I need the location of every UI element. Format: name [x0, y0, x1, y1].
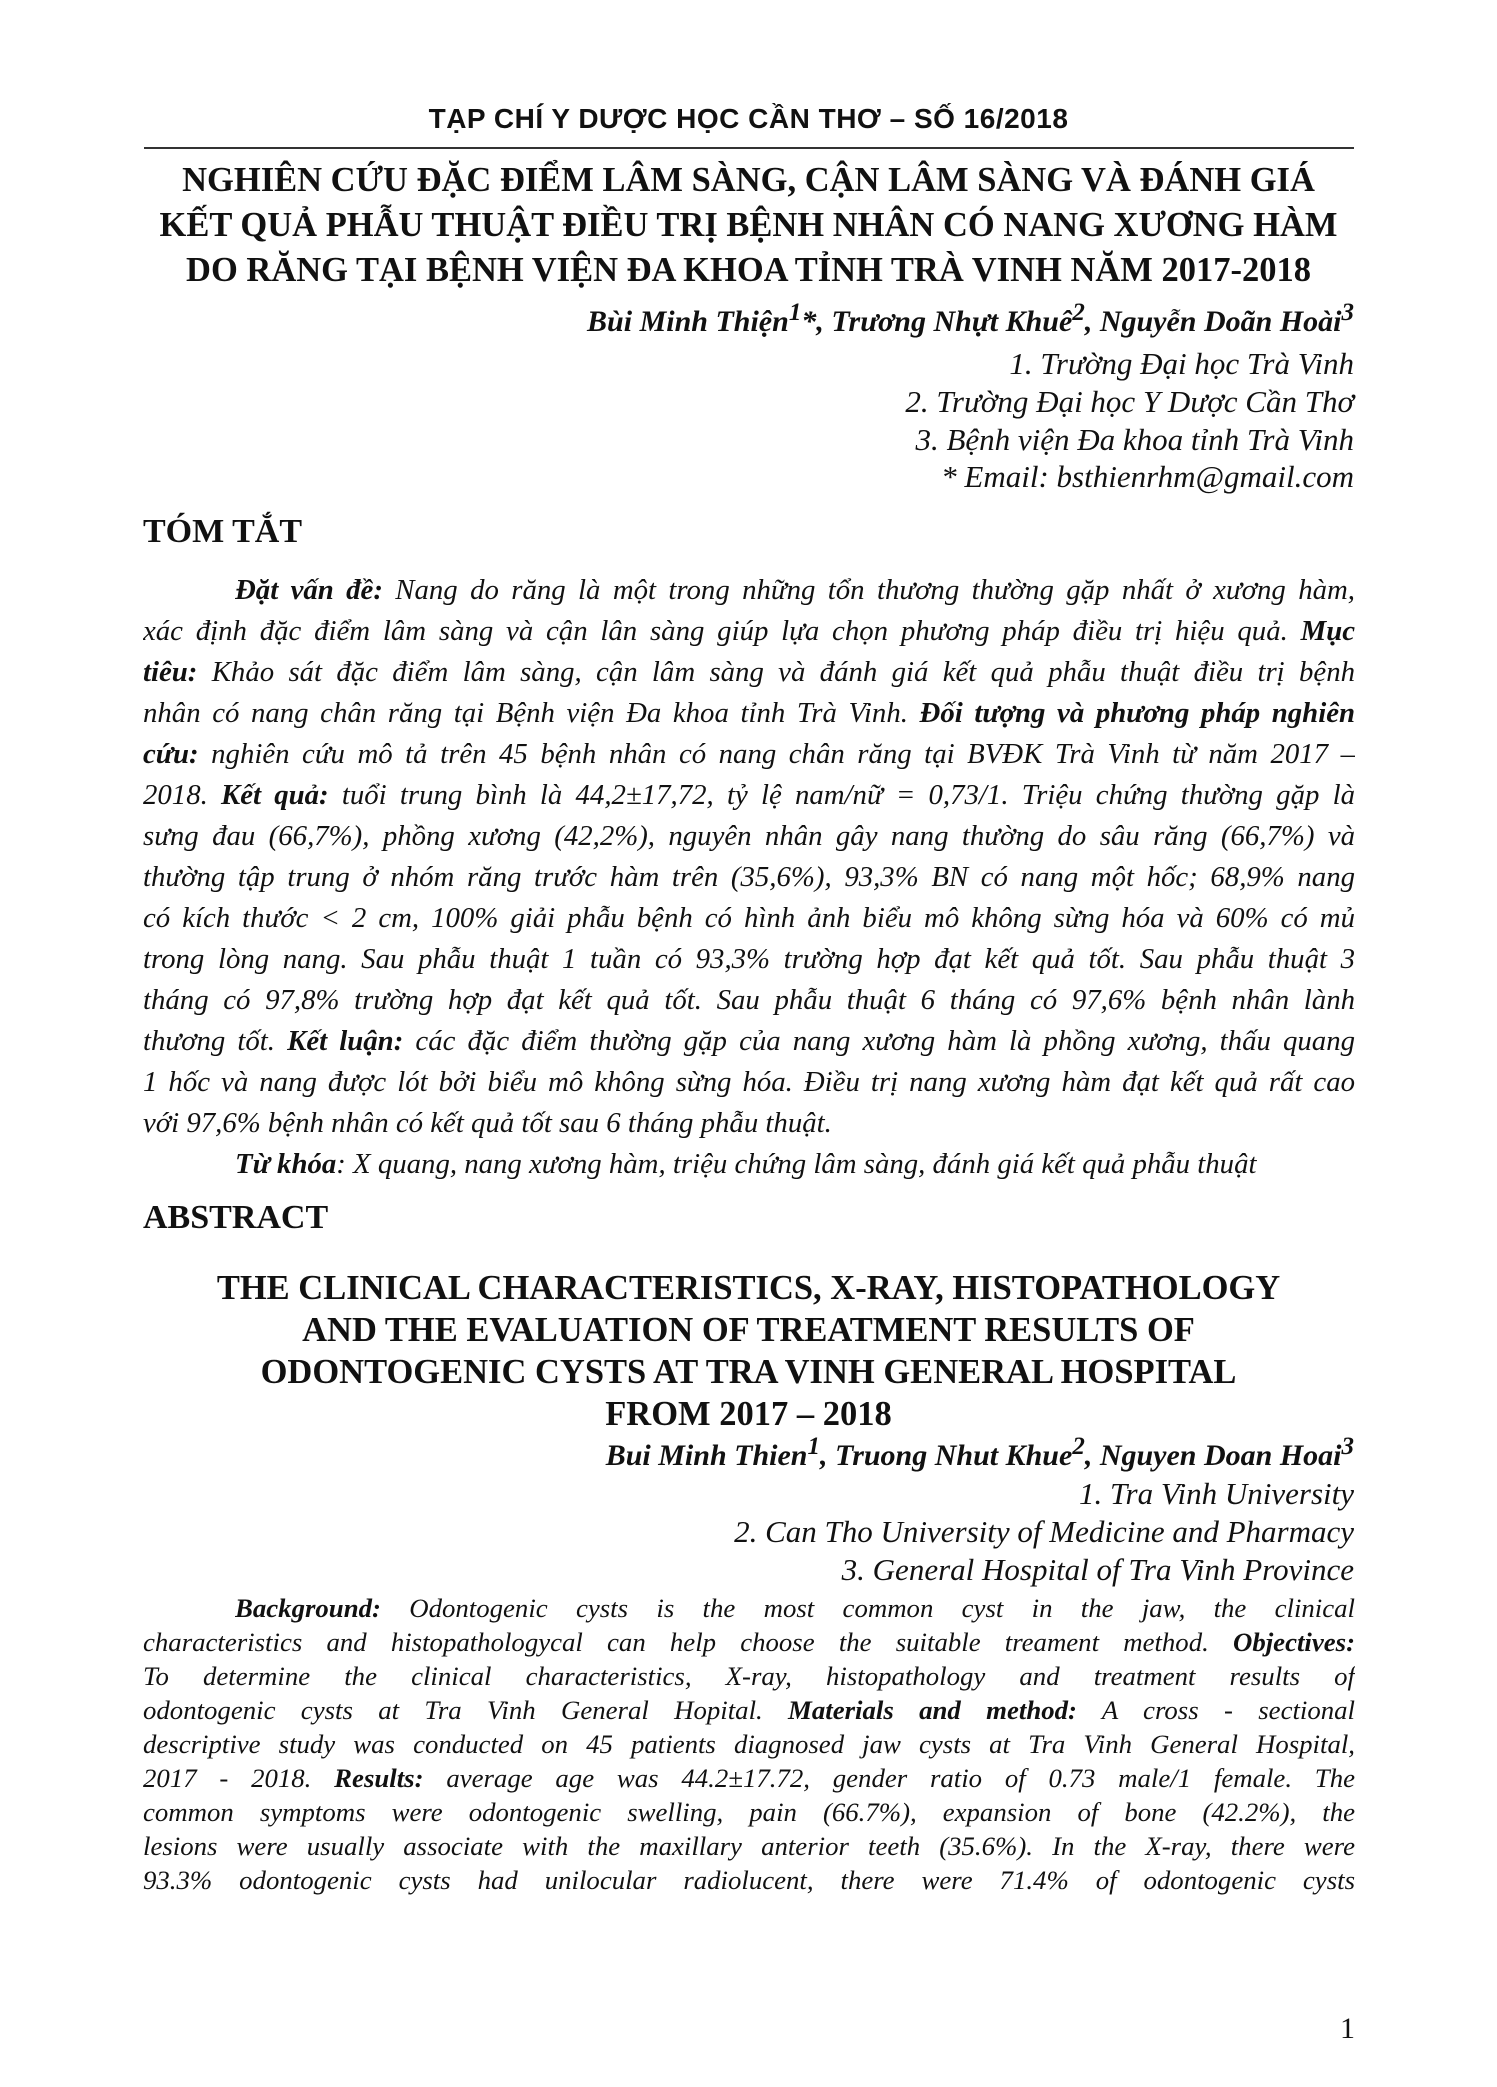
en-author-3-sup: 3 — [1341, 1433, 1354, 1460]
vi-title-line-3: DO RĂNG TẠI BỆNH VIỆN ĐA KHOA TỈNH TRÀ VINH NĂM 2017-2018 — [186, 251, 1311, 289]
vi-label-objective-2: tiêu: — [143, 656, 198, 688]
vi-summary-line-9: có kích thước < 2 cm, 100% giải phẫu bệnh có hình ảnh biểu mô không sừng hóa và 60% có mủ — [143, 902, 1355, 934]
vi-author-1-sup: 1 — [788, 299, 802, 326]
en-line-6-start: 2017 - 2018. — [143, 1763, 312, 1793]
vi-label-background: Đặt vấn đề: — [235, 574, 383, 606]
vi-summary-line-13: 1 hốc và nang được lót bởi biểu mô không sừng hóa. Điều trị nang xương hàm đạt kết quả rất cao — [143, 1066, 1355, 1098]
vi-summary-line-7: sưng đau (66,7%), phồng xương (42,2%), nguyên nhân gây nang thường do sâu răng (66,7%) và — [143, 820, 1355, 852]
en-abstract-line-2 — [143, 1627, 1355, 1661]
vi-summary-line-4 — [143, 697, 1355, 737]
vi-affiliation-1: 1. Trường Đại học Trà Vinh — [1009, 346, 1354, 381]
vi-summary-line-11: tháng có 97,8% trường hợp đạt kết quả tốt. Sau phẫu thuật 6 tháng có 97,6% bệnh nhân lành — [143, 984, 1355, 1016]
vi-label-conclusion: Kết luận: — [275, 1025, 404, 1057]
en-line-6-text: average age was 44.2±17.72, gender ratio of 0.73 male/1 female. The — [423, 1763, 1355, 1793]
header-rule — [144, 147, 1354, 149]
en-title-line-4: FROM 2017 – 2018 — [605, 1395, 892, 1433]
en-author-2: , Truong Nhut Khue — [819, 1439, 1073, 1472]
vi-summary-line-1 — [235, 574, 1355, 614]
vi-author-2: , Trương Nhựt Khuê — [816, 305, 1073, 338]
en-abstract-line-5: descriptive study was conducted on 45 patients diagnosed jaw cysts at Tra Vinh General Hospital, — [143, 1729, 1355, 1759]
en-abstract-line-3: To determine the clinical characteristics, X-ray, histopathology and treatment results of — [143, 1661, 1355, 1691]
en-author-1-sup: 1 — [807, 1433, 820, 1460]
en-label-objectives: Objectives: — [1208, 1627, 1355, 1657]
en-abstract-line-7: common symptoms were odontogenic swelling, pain (66.7%), expansion of bone (42.2%), the — [143, 1797, 1355, 1827]
vi-title-line-1: NGHIÊN CỨU ĐẶC ĐIỂM LÂM SÀNG, CẬN LÂM SÀNG VÀ ĐÁNH GIÁ — [182, 161, 1315, 199]
vi-affiliation-2: 2. Trường Đại học Y Dược Cần Thơ — [905, 384, 1354, 419]
en-line-4-text: odontogenic cysts at Tra Vinh General Hopital. — [143, 1695, 763, 1725]
vi-line-6-text: tuổi trung bình là 44,2±17,72, tỷ lệ nam/nữ = 0,73/1. Triệu chứng thường gặp là — [328, 779, 1355, 811]
vi-summary-line-14: với 97,6% bệnh nhân có kết quả tốt sau 6 tháng phẫu thuật. — [143, 1107, 832, 1139]
vi-label-objective: Mục — [1287, 615, 1355, 647]
abstract-heading: ABSTRACT — [143, 1199, 329, 1236]
vi-title-line-2: KẾT QUẢ PHẪU THUẬT ĐIỀU TRỊ BỆNH NHÂN CÓ NANG XƯƠNG HÀM — [159, 206, 1338, 244]
vi-affiliation-3: 3. Bệnh viện Đa khoa tỉnh Trà Vinh — [915, 422, 1354, 457]
vi-summary-line-10: trong lòng nang. Sau phẫu thuật 1 tuần có 93,3% trường hợp đạt kết quả tốt. Sau phẫu thuật 3 — [143, 943, 1355, 975]
vi-line-1-text: Nang do răng là một trong những tổn thương thường gặp nhất ở xương hàm, — [382, 574, 1355, 606]
vi-summary-line-12 — [143, 1025, 1355, 1065]
en-affiliation-1: 1. Tra Vinh University — [1079, 1476, 1354, 1511]
en-abstract-line-4 — [143, 1695, 1355, 1729]
vi-label-methods: Đối tượng và phương pháp nghiên — [907, 697, 1355, 729]
en-abstract-line-9: 93.3% odontogenic cysts had unilocular radiolucent, there were 71.4% of odontogenic cysts — [143, 1865, 1355, 1895]
vi-label-methods-2: cứu: — [143, 738, 199, 770]
vi-line-3-text: Khảo sát đặc điểm lâm sàng, cận lâm sàng và đánh giá kết quả phẫu thuật điều trị bệnh — [197, 656, 1355, 688]
en-line-2-text: characteristics and histopathologycal can help choose the suitable treament method. — [143, 1627, 1209, 1657]
vi-line-5-text: nghiên cứu mô tả trên 45 bệnh nhân có nang chân răng tại BVĐK Trà Vinh từ năm 2017 – — [198, 738, 1355, 770]
vi-summary-line-5 — [143, 738, 1355, 778]
vi-email: * Email: bsthienrhm@gmail.com — [941, 459, 1354, 494]
en-abstract-line-1 — [235, 1593, 1355, 1627]
vi-label-results: Kết quả: — [207, 779, 329, 811]
page-number: 1 — [1340, 2012, 1355, 2045]
vi-keywords-text: : X quang, nang xương hàm, triệu chứng lâm sàng, đánh giá kết quả phẫu thuật — [336, 1148, 1257, 1180]
en-title-line-3: ODONTOGENIC CYSTS AT TRA VINH GENERAL HOSPITAL — [260, 1353, 1237, 1391]
vi-author-1-mark: * — [801, 305, 817, 338]
en-authors — [606, 1433, 1354, 1473]
vi-summary-line-3 — [143, 656, 1355, 696]
journal-header: TẠP CHÍ Y DƯỢC HỌC CẦN THƠ – SỐ 16/2018 — [428, 103, 1069, 134]
vi-summary-line-2 — [143, 615, 1355, 655]
vi-authors — [587, 299, 1354, 339]
vi-keywords — [235, 1148, 1355, 1188]
en-affiliation-3: 3. General Hospital of Tra Vinh Province — [841, 1552, 1354, 1587]
en-title-line-1: THE CLINICAL CHARACTERISTICS, X-RAY, HISTOPATHOLOGY — [216, 1269, 1281, 1307]
vi-keywords-label: Từ khóa — [235, 1148, 337, 1180]
vi-author-3-sup: 3 — [1341, 299, 1354, 326]
vi-line-12-text: các đặc điểm thường gặp của nang xương hàm là phồng xương, thấu quang — [403, 1025, 1355, 1057]
vi-author-1: Bùi Minh Thiện — [587, 305, 789, 338]
vi-summary-line-6 — [143, 779, 1355, 819]
summary-heading: TÓM TẮT — [143, 513, 303, 550]
en-label-methods: Materials and method: — [762, 1695, 1077, 1725]
en-author-3: , Nguyen Doan Hoai — [1084, 1439, 1342, 1472]
vi-line-6-start: 2018. — [143, 779, 208, 811]
en-author-1: Bui Minh Thien — [605, 1439, 808, 1472]
en-affiliation-2: 2. Can Tho University of Medicine and Pharmacy — [734, 1514, 1354, 1549]
vi-line-2-text: xác định đặc điểm lâm sàng và cận lân sàng giúp lựa chọn phương pháp điều trị hiệu quả. — [143, 615, 1288, 647]
en-line-4-end: A cross - sectional — [1076, 1695, 1355, 1725]
en-label-background: Background: — [235, 1593, 381, 1623]
vi-line-12-start: thương tốt. — [143, 1025, 276, 1057]
vi-line-4-text: nhân có nang chân răng tại Bệnh viện Đa khoa tỉnh Trà Vinh. — [143, 697, 908, 729]
en-abstract-line-8: lesions were usually associate with the maxillary anterior teeth (35.6%). In the X-ray, there were — [143, 1831, 1355, 1861]
vi-summary-line-8: thường tập trung ở nhóm răng trước hàm trên (35,6%), 93,3% BN có nang một hốc; 68,9% nang — [143, 861, 1355, 893]
en-author-2-sup: 2 — [1072, 1433, 1085, 1460]
vi-author-2-sup: 2 — [1072, 299, 1085, 326]
en-abstract-line-6 — [143, 1763, 1355, 1797]
en-label-results: Results: — [311, 1763, 424, 1793]
en-line-1-text: Odontogenic cysts is the most common cyst in the jaw, the clinical — [380, 1593, 1355, 1623]
en-title-line-2: AND THE EVALUATION OF TREATMENT RESULTS OF — [302, 1311, 1195, 1349]
vi-author-3: , Nguyễn Doãn Hoài — [1084, 305, 1342, 338]
